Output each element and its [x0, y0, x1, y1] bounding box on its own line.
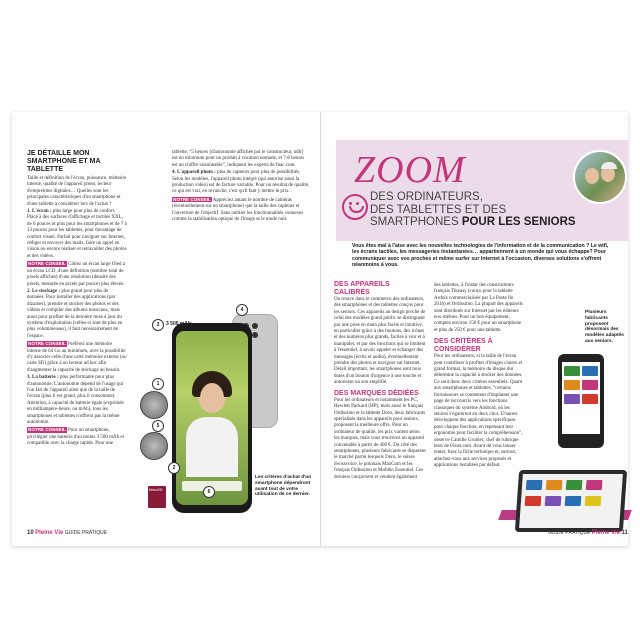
section-name: GUIDE PRATIQUE — [548, 530, 591, 536]
section-heading: JE DÉTAILLE MON SMARTPHONE ET MA TABLETTE — [27, 150, 101, 173]
sd-card-label: MicroSD — [149, 488, 163, 492]
paragraph-tablet: tablette, “5 heures [d'autonomie affichée par le constructeur, ndlr] est un minimum pour un produit à vocation nomade, et 7-8 heures est un chiffre raisonnable”, indiquent les experts de fnac.com. — [172, 150, 305, 168]
app-tile — [582, 366, 598, 376]
conseil-camera — [172, 197, 310, 224]
app-tile — [586, 480, 603, 490]
conseil-body: Préférez une mémoire interne de 64 Go au minimum, avec la possibilité d'y associer celle d'une carte mémoire externe (ou carte SD) grâce à un lecteur ad hoc afin d'augmenter la capacité de stockage au besoin. — [27, 342, 127, 373]
page-number: 11 — [621, 530, 628, 536]
tablet-screen — [519, 474, 623, 528]
callout-badge: 4 — [236, 304, 248, 316]
right-page-footer — [548, 530, 628, 536]
conseil-body: Pour un smartphone, privilégier une batterie d'au moins 3 500 mAh et compatible avec la charge rapide. Pour une — [27, 428, 124, 447]
paragraph-lead: 1. L'écran : — [27, 209, 52, 215]
paragraph-battery — [27, 375, 127, 426]
conseil-tag: NOTRE CONSEIL — [173, 196, 211, 202]
camera-lens — [252, 323, 258, 329]
callout-badge: 5 — [152, 420, 164, 432]
app-tile — [582, 380, 598, 390]
app-tile — [564, 366, 580, 376]
app-tile — [564, 394, 580, 404]
paragraph: On trouve dans le commerce des ordinateurs, des smartphones et des tablettes conçus pour les seniors. Ces appareils au design proche de celui des modèles grand public se distinguent par une prise en main plus facile et intuitive, en particulier grâce à des boutons, des icônes et des numéros plus grands, faciles à voir et à manipuler, et par des fonctions qui se limitent à l'essentiel, à savoir appeler et échanger des messages (écrits et audio), éventuellement prendre des photos et naviguer sur Internet. Détail important, les smartphones sont tous dotés d'un bouton d'urgence à une touche et autorisent un son amplifié. — [334, 297, 426, 386]
conseil-tag: NOTRE CONSEIL — [28, 341, 66, 347]
figure-caption: Les critères d'achat d'un smartphone dépendront avant tout de votre utilisation de ce dernier. — [255, 475, 312, 498]
paragraph: Pour les ordinateurs et notamment les PC, Hewlett Packard (HP), mais aussi le français Ordissimo et la tablette Doro, deux fabricants spécialisés dans les appareils pour seniors, proposent la meilleure offre. Pour un ordinateur de qualité, les prix varient selon les marques, mais vous trouverez un appareil convenable à partir de 400 €. Du côté des smartphones, plusieurs fabricants se disputent le marché parmi lesquels Doro, le suisse Swissvoice, le polonais MaxCom et les français Ordissimo et Mobiho Essentiel. Ces derniers conçoivent et vendent également — [334, 397, 426, 480]
paragraph: des tablettes, à l'instar des constructeurs français Tikeasy (conçu pour la tablette Ardoiz commercialisée par La Poste fin 2016) et Ordissimo. La plupart des appareils sont distribués sur Internet par les éditeurs eux-mêmes. Pour un bon équipement, comptez environ 150 € pour un smartphone et plus de 250 € pour une tablette. — [434, 283, 524, 333]
subheading: DES APPAREILS CALIBRÉS — [334, 281, 390, 296]
paragraph-camera — [172, 170, 310, 196]
paragraph-body: plus large pour plus de confort. Placé à des surfaces d'affichage et tactiles XXL, de 6 pouces et plus pour les smartphones et de 7 à 13 pouces pour les tablettes, pour davantage de confort visuel. Parfait pour naviguer sur Internet, rédiger et envoyer des mails, faire un appel en vision ou encore réaliser et retravailler des photos et des vidéos. — [27, 209, 127, 259]
paragraph: Pour les ordinateurs, si la taille de l'écran peut contribuer à profiter d'images claires et grand format, la mémoire du disque dur détermine la capacité à stocker des données. Ce sont donc deux critères essentiels. Quant aux smartphones et tablettes, “certains fournisseurs se contentent d'implanter une page de raccourcis vers les fonctions classiques du système Android, où les seniors s'égareront en deux clics. D'autres développent des applications spécifiques pour chaque fonction, en repensant leur ergonomie pour faciliter la compréhension”, observe Camille Gruhier, chef de rubrique tests de 01net.com. Avant de vous laisser tenter, lisez la fiche technique et, surtout, attachez-vous aux services proposés et applications installées par défaut. — [434, 354, 523, 469]
article-lead: Vous êtes mal à l'aise avec les nouvelles technologies de l'information et de la communication ? Le wifi, les écrans tactiles, les messageries instantanées… appartiennent à un monde qui vous échappe? Pour communiquer avec vos proches et même surfer sur Internet à l'occasion, diverses solutions s'offrent néanmoins à vous. — [352, 243, 609, 268]
callout-badge: 2 — [168, 462, 180, 474]
zoom-title: ZOOM — [354, 149, 466, 191]
senior-hair — [601, 162, 617, 169]
senior-phone-illustration — [558, 354, 604, 448]
senior-phone-screen — [562, 362, 600, 434]
smiley-eye — [356, 202, 359, 205]
paragraph-screen — [27, 209, 127, 260]
brand-name: Pleine Vie — [35, 530, 64, 536]
phone-screen-photo — [176, 331, 248, 505]
article-headline — [370, 191, 576, 229]
headline-part: SMARTPHONES — [370, 216, 462, 228]
subheading: DES CRITÈRES À CONSIDÉRER — [434, 338, 493, 354]
conseil-storage — [27, 341, 127, 374]
smiley-mouth — [349, 206, 364, 213]
tablet-illustration — [515, 470, 627, 532]
headline-line: DES TABLETTES ET DES — [370, 203, 507, 216]
app-tile — [525, 496, 542, 506]
woman-face-front — [200, 383, 224, 413]
app-tile — [585, 496, 602, 506]
conseil-body: Appréciez autant le nombre de caméras (éventuellement sur un smartphone) que la taille des capteurs et l'ouverture de l'objectif. Sans oublier les fonctionnalités connexes comme la stabilisation optique de l'image et le mode nuit. — [172, 197, 304, 223]
smiley-icon — [342, 194, 368, 220]
app-tile — [565, 496, 582, 506]
woman-shirt — [186, 417, 238, 477]
battery-label: 3 500 mAh — [166, 321, 192, 327]
app-tile — [526, 480, 543, 490]
conseil-screen — [27, 261, 127, 288]
camera-lens — [252, 332, 258, 338]
smiley-eye — [349, 202, 352, 205]
page-gutter — [320, 112, 321, 546]
paragraph-lead: 3. La batterie : — [27, 375, 59, 381]
callout-badge: 3 — [152, 319, 164, 331]
brand-name: Pleine Vie — [591, 530, 621, 536]
headline-emphasis: POUR LES SENIORS — [461, 216, 576, 228]
callout-badge: 1 — [152, 378, 164, 390]
right-column-1 — [334, 278, 426, 482]
conseil-battery — [27, 427, 127, 447]
intro-text: Taille et définition de l'écran, puissance, mémoire interne, qualité de l'appareil photo, lecteur d'empreintes digitales… Quelles sont les principales caractéristiques d'un smartphone et d'une tablette à considérer lors de l'achat ? — [27, 176, 127, 207]
seniors-photo — [573, 150, 627, 204]
section-name: GUIDE PRATIQUE — [64, 530, 108, 536]
conseil-tag: NOTRE CONSEIL — [28, 261, 66, 267]
app-tile — [545, 496, 562, 506]
paragraph-body: plus performante pour plus d'autonomie. L'autonomie dépend de l'usage qui l'on fait de l'appareil ainsi que de la taille de l'écran (plus il est grand, plus il consomme). Attention, à capacité de batterie égale (exprimée en milliampère-heure, ou mAh), tous les smartphones et tablettes n'offrent pas la même autonomie. — [27, 375, 124, 426]
headline-line — [370, 216, 576, 229]
paragraph-body: plus de capteurs pour plus de possibilités. Selon les modèles, l'appareil photo intégré (qui autorise aussi la production vidéo) est de facture variable. Pour un résultat de qualité, ce qui est vrai, en revanche, c'est qu'il faut y mettre le prix. — [172, 170, 310, 195]
left-column-2 — [172, 150, 310, 224]
callout-badge: 6 — [203, 486, 215, 498]
app-tile — [546, 480, 563, 490]
products-caption: Plusieurs fabricants proposent désormais des modèles adaptés aux seniors. — [585, 310, 624, 344]
headline-line: DES ORDINATEURS, — [370, 191, 483, 203]
conseil-tag: NOTRE CONSEIL — [28, 427, 66, 433]
subheading: DES MARQUES DÉDIÉES — [334, 389, 419, 397]
left-column-1 — [27, 150, 127, 449]
zoom-detail-camera — [140, 391, 168, 419]
conseil-body: Ciblez un écran large Oled à un écran LCD, d'une définition (nombre total de pixels affichés) d'une résolution (densité des pixels, mesurée en pixels par pouce) plus élevée. — [27, 262, 125, 287]
zoom-detail-button — [140, 432, 168, 460]
paragraph-body: plus grand pour plus de données. Pour installer des applications (par dizaines), prendre et stocker des photos et des vidéos et compiler des albums musicaux, mais aussi pour profiter de la dernière mise à jour du système d'exploitation (celles-ci sont de plus en plus volumineuses), il faut nécessairement de l'espace. — [27, 288, 123, 339]
app-tile — [564, 380, 580, 390]
paragraph-lead: 2. Le stockage : — [27, 288, 61, 294]
page-number: 10 — [27, 530, 34, 536]
sd-card-illustration — [148, 486, 166, 508]
app-tile — [582, 394, 598, 404]
left-page-footer — [27, 530, 107, 536]
paragraph-lead: 4. L'appareil photo : — [172, 170, 216, 176]
paragraph-storage — [27, 289, 127, 340]
right-column-2 — [434, 283, 524, 471]
senior-face — [585, 168, 599, 184]
app-tile — [566, 480, 583, 490]
